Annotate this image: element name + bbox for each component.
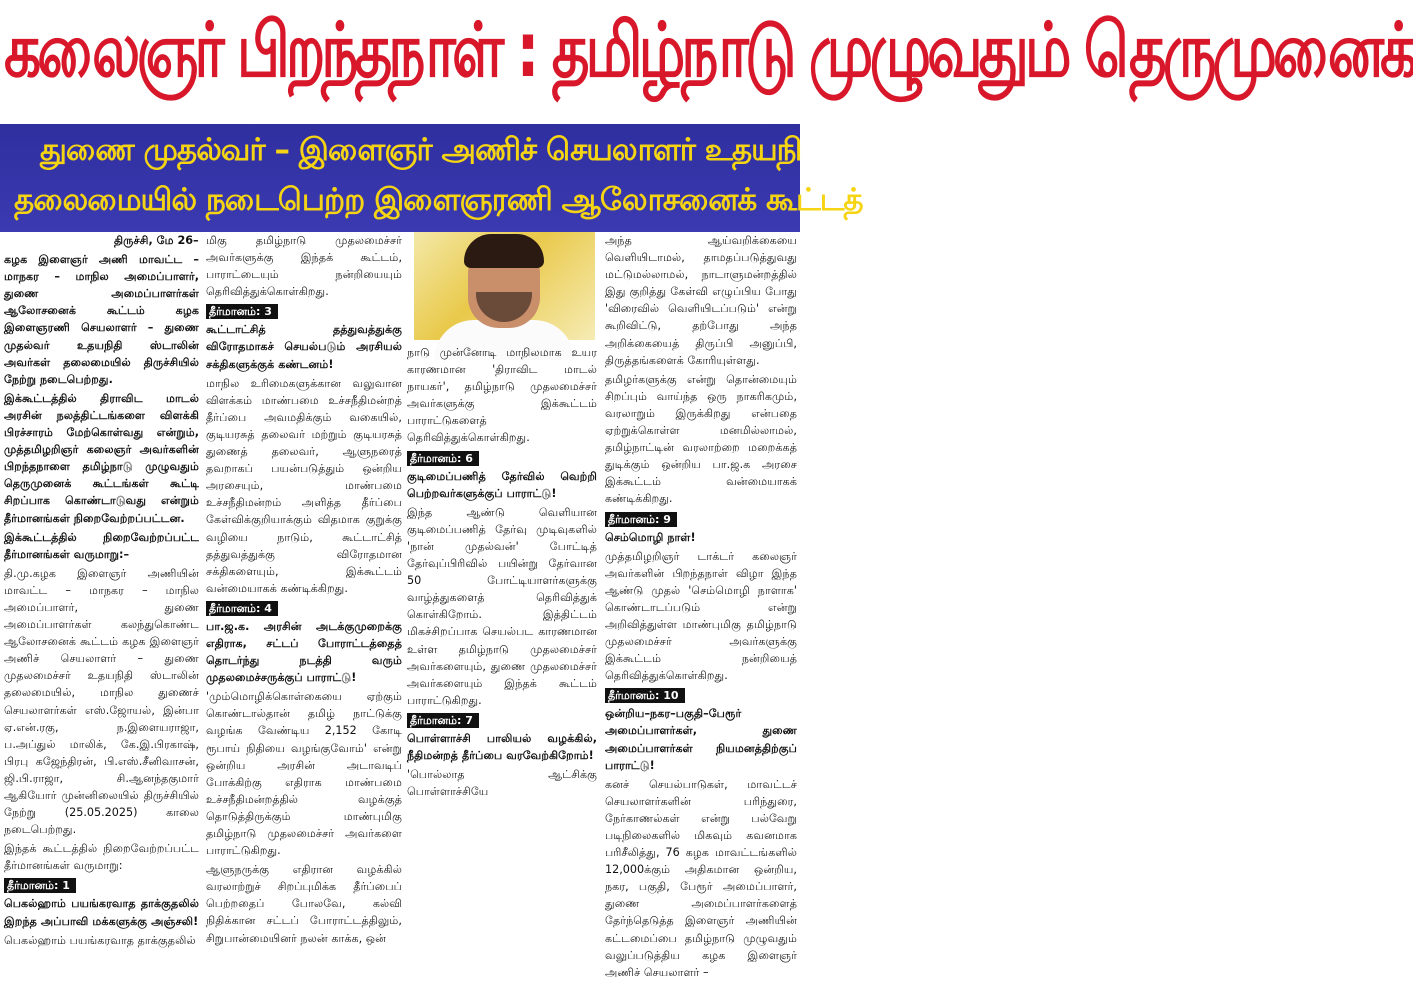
article-column-1 bbox=[4, 232, 199, 947]
paragraph: இந்தக் கூட்டத்தில் நிறைவேற்றப்பட்ட தீர்மானங்கள் வருமாறு: bbox=[4, 842, 199, 873]
resolution-tag: தீர்மானம்: 1 bbox=[4, 878, 76, 893]
paragraph: நாடு முன்னோடி மாநிலமாக உயர காரணமான 'திராவிட மாடல் நாயகர்', தமிழ்நாடு முதலமைச்சர் அவர்களுக்கு இக்கூட்டம் பாராட்டுகளைத் தெரிவித்துக்கொள்கிறது. bbox=[407, 346, 597, 445]
paragraph: பெகல்ஹாம் பயங்கரவாத தாக்குதலில் bbox=[4, 933, 196, 947]
resolution-heading: பா.ஜ.க. அரசின் அடக்குமுறைக்கு எதிராக, சட்டப் போராட்டத்தைத் தொடர்ந்து நடத்தி வரும் முதலமைச்சருக்குப் பாராட்டு! bbox=[206, 619, 402, 685]
paragraph: மாநில உரிமைகளுக்கான வலுவான விளக்கம் மாண்பமை உச்சநீதிமன்றத் தீர்ப்பை அவமதிக்கும் வகையில், குடியரசுத் தலைவர் மற்றும் குடியரசுத் துணைத் தலைவர், ஆளுநரைத் தவறாகப் பயன்படுத்தும் ஒன்றிய அரசையும், மாண்பமை உச்சநீதிமன்றம் அளித்த தீர்ப்பை கேள்விக்குறியாக்கும் விதமாக குறுக்கு வழியை நாடும், கூட்டாட்சித் தத்துவத்துக்கு விரோதமான சக்திகளையும், இக்கூட்டம் வன்மையாகக் கண்டிக்கிறது. bbox=[206, 376, 402, 595]
paragraph: ஆளுநருக்கு எதிரான வழக்கில் வரலாற்றுச் சிறப்புமிக்க தீர்ப்பைப் பெற்றதைப் போலவே, கல்வி நிதிக்கான சட்டப் போராட்டத்திலும், சிறுபான்மையினர் நலன் காக்க, ஒன் bbox=[206, 863, 402, 945]
paragraph: முத்தமிழறிஞர் டாக்டர் கலைஞர் அவர்களின் பிறந்தநாள் விழா இந்த ஆண்டு முதல் 'செம்மொழி நாளாக' கொண்டாடப்படும் என்று அறிவித்துள்ள மாண்புமிகு தமிழ்நாடு முதலமைச்சர் அவர்களுக்கு இக்கூட்டம் நன்றியைத் தெரிவித்துக்கொள்கிறது. bbox=[605, 549, 797, 683]
paragraph: இக்கூட்டத்தில் நிறைவேற்றப்பட்ட தீர்மானங்கள் வருமாறு:– bbox=[4, 530, 199, 561]
resolution-heading: குடிமைப்பணித் தேர்வில் வெற்றி பெற்றவர்களுக்குப் பாராட்டு! bbox=[407, 469, 597, 500]
headline-banner bbox=[0, 0, 1413, 100]
resolution-tag: தீர்மானம்: 4 bbox=[206, 601, 278, 616]
resolution-tag: தீர்மானம்: 7 bbox=[407, 713, 479, 728]
resolution-heading: பெகல்ஹாம் பயங்கரவாத தாக்குதலில் இறந்த அப்பாவி மக்களுக்கு அஞ்சலி! bbox=[4, 897, 199, 928]
paragraph: அந்த ஆய்வறிக்கையை வெளியிடாமல், தாமதப்படுத்துவது மட்டுமல்லாமல், நாடாளுமன்றத்தில் இது குறித்து கேள்வி எழுப்பிய போது 'விரைவில் வெளியிடப்படும்' என்று கூறிவிட்டு, தற்போது அந்த அறிக்கையைத் திருப்பி அனுப்பி, திருத்தங்களைக் கோரியுள்ளது. bbox=[605, 234, 797, 367]
paragraph: மிகு தமிழ்நாடு முதலமைச்சர் அவர்களுக்கு இந்தக் கூட்டம், பாராட்டையும் நன்றியையும் தெரிவித்துக்கொள்கிறது. bbox=[206, 234, 402, 299]
paragraph: இந்த ஆண்டு வெளியான குடிமைப்பணித் தேர்வு முடிவுகளில் 'நான் முதல்வன்' போட்டித் தேர்வுப்பிரிவில் பயின்று தேர்வான 50 போட்டியாளர்களுக்கு வாழ்த்துகளைத் தெரிவித்துக் கொள்கிறோம். இத்திட்டம் மிகச்சிறப்பாக செயல்பட காரணமான உள்ள தமிழ்நாடு முதலமைச்சர் அவர்களையும், துணை முதலமைச்சர் அவர்களையும் இந்தக் கூட்டம் பாராட்டுகிறது. bbox=[407, 505, 597, 707]
paragraph: இக்கூட்டத்தில் திராவிட மாடல் அரசின் நலத்திட்டங்களை விளக்கி பிரச்சாரம் மேற்கொள்வது என்றும், முத்தமிழறிஞர் கலைஞர் அவர்களின் பிறந்தநாளை தமிழ்நாடு முழுவதும் தெருமுனைக் கூட்டங்கள் கூட்டி சிறப்பாக கொண்டாடுவது என்றும் தீர்மானங்கள் நிறைவேற்றப்பட்டன. bbox=[4, 391, 199, 525]
resolution-tag: தீர்மானம்: 10 bbox=[605, 688, 685, 703]
lead-paragraph: கழக இளைஞர் அணி மாவட்ட – மாநகர – மாநில அமைப்பாளர், துணை அமைப்பாளர்கள் ஆலோசனைக் கூட்டம் கழக இளைஞரணி செயலாளர் – துணை முதல்வர் உதயநிதி ஸ்டாலின் அவர்கள் தலைமையில் திருச்சியில் நேற்று நடைபெற்றது. bbox=[4, 253, 199, 386]
portrait-photo bbox=[414, 232, 595, 340]
article-column-2 bbox=[206, 232, 402, 945]
dateline: திருச்சி, மே 26– bbox=[114, 234, 199, 247]
subheadline-line-2: தலைமையில் நடைபெற்ற இளைஞரணி ஆலோசனைக் கூட்டத் bbox=[14, 182, 863, 218]
resolution-heading: கூட்டாட்சித் தத்துவத்துக்கு விரோதமாகச் செயல்படும் அரசியல் சக்திகளுக்குக் கண்டனம்! bbox=[206, 323, 402, 371]
resolution-tag: தீர்மானம்: 6 bbox=[407, 451, 479, 466]
resolution-heading: ஒன்றிய–நகர–பகுதி–பேரூர் அமைப்பாளர்கள், துணை அமைப்பாளர்கள் நியமனத்திற்குப் பாராட்டு! bbox=[605, 707, 797, 772]
paragraph: 'மும்மொழிக்கொள்கையை ஏற்கும் கொண்டால்தான் தமிழ் நாட்டுக்கு வழங்க வேண்டிய 2,152 கோடி ரூபாய் நிதியை வழங்குவோம்' என்று ஒன்றிய அரசின் அடாவடிப் போக்கிற்கு எதிராக மாண்பமை உச்சநீதிமன்றத்தில் வழக்குத் தொடுத்திருக்கும் மாண்புமிகு தமிழ்நாடு முதலமைச்சர் அவர்களை பாராட்டுகிறது. bbox=[206, 690, 402, 858]
paragraph: கனச் செயல்பாடுகள், மாவட்டச் செயலாளர்களின் பரிந்துரை, நேர்காணல்கள் என்று பல்வேறு படிநிலைகளில் மிகவும் கவனமாக பரிசீலித்து, 76 கழக மாவட்டங்களில் 12,000க்கும் அதிகமான ஒன்றிய, நகர, பகுதி, பேரூர் அமைப்பாளர், துணை அமைப்பாளர்களைத் தேர்ந்தெடுத்த இளைஞர் அணியின் கட்டமைப்பை தமிழ்நாடு முழுவதும் வலுப்படுத்திய கழக இளைஞர் அணிச் செயலாளர் – bbox=[605, 777, 797, 979]
subheadline-line-1: துணை முதல்வர் – இளைஞர் அணிச் செயலாளர் உதயநி bbox=[40, 132, 802, 168]
resolution-tag: தீர்மானம்: 9 bbox=[605, 512, 677, 527]
resolution-heading: பொள்ளாச்சி பாலியல் வழக்கில், நீதிமன்றத் தீர்ப்பை வரவேற்கிறோம்! bbox=[407, 731, 597, 762]
paragraph: தமிழர்களுக்கு என்று தொன்மையும் சிறப்பும் வாய்ந்த ஒரு நாகரிகமும், வரலாறும் இருக்கிறது என்பதை ஏற்றுக்கொள்ள மனமில்லாமல், தமிழ்நாட்டின் வரலாற்றை மறைக்கத் துடிக்கும் ஒன்றிய பா.ஜ.க அரசை இக்கூட்டம் வன்மையாகக் கண்டிக்கிறது. bbox=[605, 372, 797, 506]
paragraph: தி.மு.கழக இளைஞர் அணியின் மாவட்ட – மாநகர – மாநில அமைப்பாளர், துணை அமைப்பாளர்கள் கலந்துகொண்ட ஆலோசனைக் கூட்டம் கழக இளைஞர் அணிச் செயலாளர் – துணை முதலமைச்சர் உதயநிதி ஸ்டாலின் தலைமையில், மாநில துணைச் செயலாளர்கள் எஸ்.ஜோயல், இன்பா ஏ.என்.ரகு, ந.இளையராஜா, ப.அப்துல் மாலிக், கே.இ.பிரகாஷ், பிரபு கஜேந்திரன், பி.எஸ்.சீனிவாசன், ஜி.பி.ராஜா, சி.ஆனந்தகுமார் ஆகியோர் முன்னிலையில் திருச்சியில் நேற்று (25.05.2025) காலை நடைபெற்றது. bbox=[4, 566, 199, 837]
resolution-heading: செம்மொழி நாள்! bbox=[605, 530, 696, 544]
paragraph: 'பொல்லாத ஆட்சிக்கு பொள்ளாச்சியே bbox=[407, 768, 597, 799]
article-column-4 bbox=[605, 232, 797, 979]
article-column-3 bbox=[407, 344, 597, 799]
headline-text: கலைஞர் பிறந்தநாள் : தமிழ்நாடு முழுவதும் தெருமுனைக் bbox=[4, 5, 1413, 95]
resolution-tag: தீர்மானம்: 3 bbox=[206, 304, 278, 319]
subheadline-banner bbox=[0, 124, 863, 232]
photo-hair bbox=[464, 234, 544, 268]
